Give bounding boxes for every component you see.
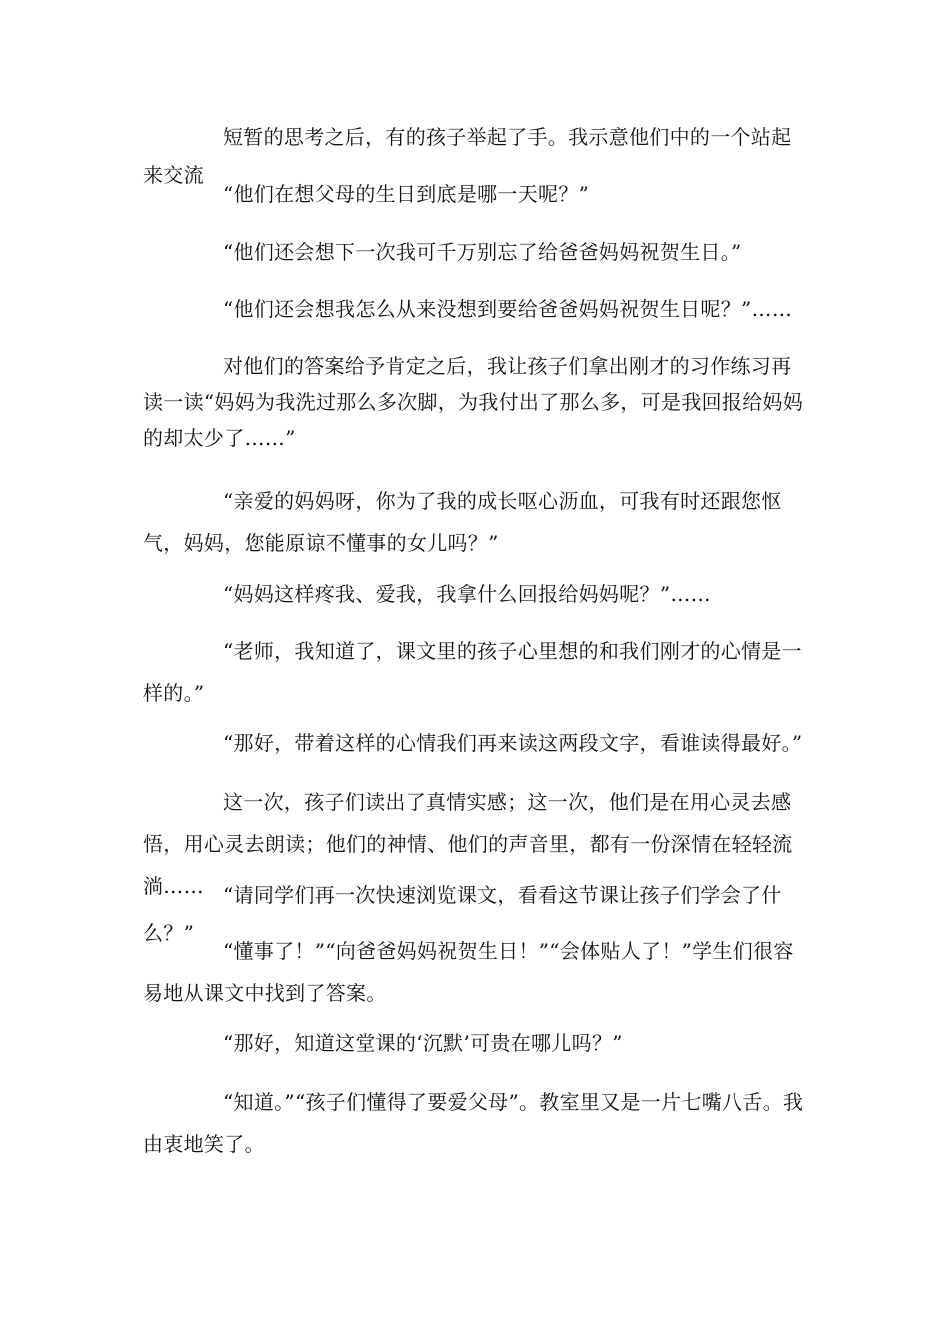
paragraph-11: “请同学们再一次快速浏览课文，看看这节课让孩子们学会了什么？” <box>143 883 782 945</box>
paragraph-9: “那好，带着这样的心情我们再来读这两段文字，看谁读得最好。” <box>223 731 803 755</box>
paragraph-6: “亲爱的妈妈呀，你为了我的成长呕心沥血，可我有时还跟您怄气，妈妈，您能原谅不懂事的女儿吗？” <box>143 489 782 555</box>
paragraph-7: “妈妈这样疼我、爱我，我拿什么回报给妈妈呢？”…… <box>223 582 711 606</box>
paragraph-10: 这一次，孩子们读出了真情实感；这一次，他们是在用心灵去感悟，用心灵去朗读；他们的神情、他们的声音里，都有一份深情在轻轻流淌…… <box>143 790 793 898</box>
paragraph-1: 短暂的思考之后，有的孩子举起了手。我示意他们中的一个站起来交流 <box>143 125 792 187</box>
paragraph-5: 对他们的答案给予肯定之后，我让孩子们拿出刚才的习作练习再读一读“妈妈为我洗过那么多次脚，为我付出了那么多，可是我回报给妈妈的却太少了……” <box>143 354 804 450</box>
paragraph-2: “他们在想父母的生日到底是哪一天呢？” <box>223 182 590 206</box>
paragraph-12: “懂事了！”“向爸爸妈妈祝贺生日！”“会体贴人了！”学生们很容易地从课文中找到了答案。 <box>143 939 794 1005</box>
paragraph-8: “老师，我知道了，课文里的孩子心里想的和我们刚才的心情是一样的。” <box>143 639 802 705</box>
paragraph-3: “他们还会想下一次我可千万别忘了给爸爸妈妈祝贺生日。” <box>223 240 742 264</box>
paragraph-13: “那好，知道这堂课的‘沉默’可贵在哪儿吗？” <box>223 1031 623 1055</box>
paragraph-4: “他们还会想我怎么从来没想到要给爸爸妈妈祝贺生日呢？”…… <box>223 297 793 321</box>
paragraph-14: “知道。”“孩子们懂得了要爱父母”。教室里又是一片七嘴八舌。我由衷地笑了。 <box>143 1090 804 1156</box>
